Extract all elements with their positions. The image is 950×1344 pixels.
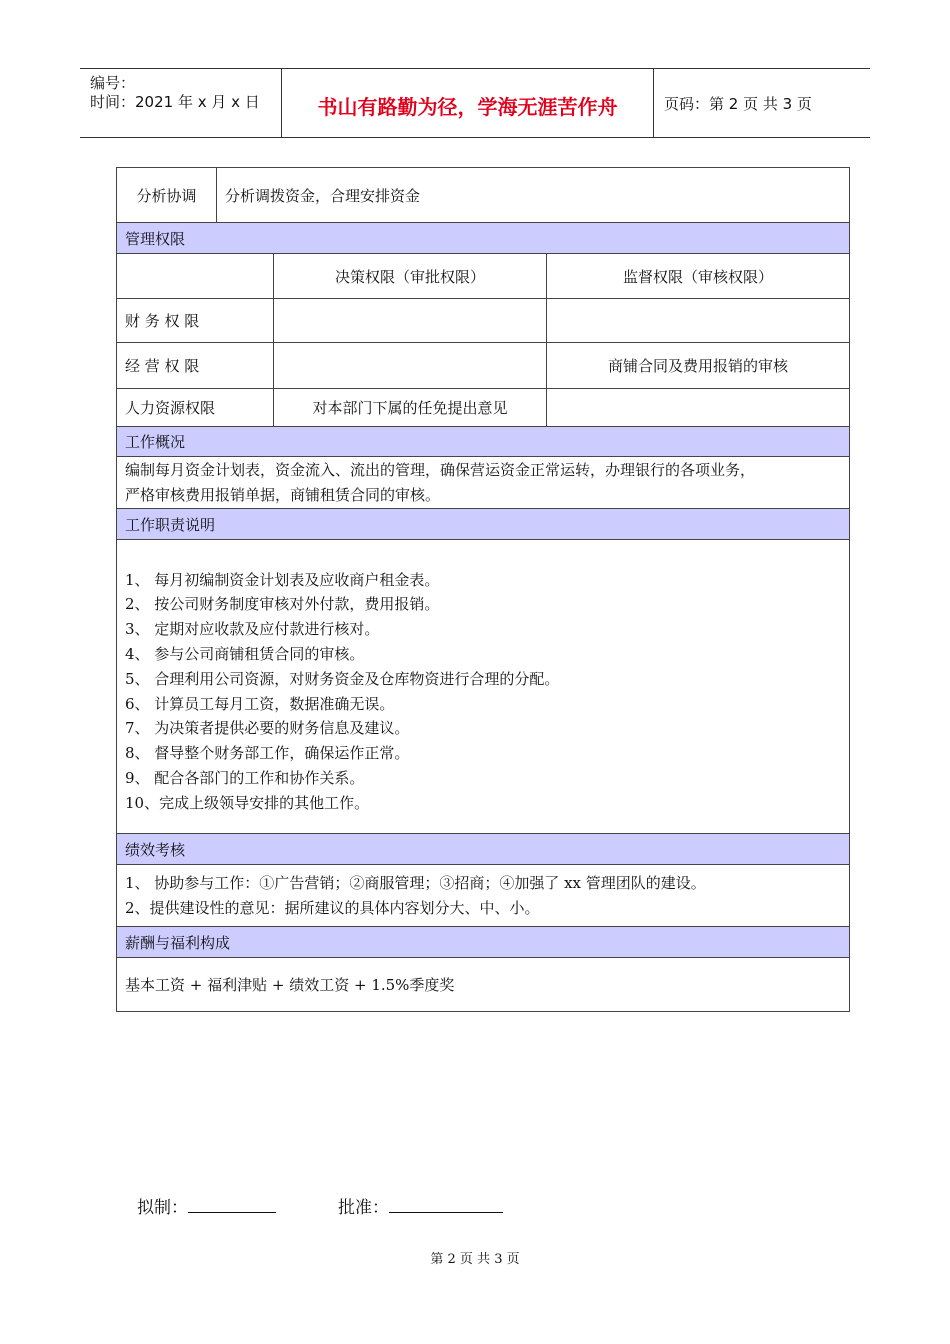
job-description-table	[116, 167, 850, 1012]
performance-body-row	[117, 865, 850, 927]
performance-item: 1、 协助参与工作：①广告营销；②商服管理；③招商；④加强了 xx 管理团队的建设。	[125, 873, 706, 892]
authority-row	[117, 299, 850, 343]
duty-item: 8、 督导整个财务部工作，确保运作正常。	[125, 744, 410, 763]
section-duties-title: 工作职责说明	[117, 509, 850, 540]
duty-item: 4、 参与公司商铺租赁合同的审核。	[125, 644, 365, 663]
authority-supervision-header: 监督权限（审核权限）	[547, 254, 850, 299]
duty-item: 5、 合理利用公司资源，对财务资金及仓库物资进行合理的分配。	[125, 669, 560, 688]
salary-value: 基本工资 + 福利津贴 + 绩效工资 + 1.5%季度奖	[117, 958, 850, 1012]
document-number-label: 编号：	[90, 74, 136, 92]
header-page-info: 页码：第 2 页 共 3 页	[664, 95, 812, 113]
authority-row-supervision: 商铺合同及费用报销的审核	[547, 343, 850, 389]
duties-body-row	[117, 540, 850, 834]
page-footer: 第 2 页 共 3 页	[430, 1252, 520, 1267]
analysis-row	[117, 168, 850, 223]
duty-item: 6、 计算员工每月工资，数据准确无误。	[125, 694, 395, 713]
header-info-cell	[80, 69, 282, 137]
approve-signature	[338, 1193, 503, 1218]
draft-signature	[137, 1193, 276, 1218]
header-motto: 书山有路勤为径，学海无涯苦作舟	[317, 95, 618, 119]
section-performance-row	[117, 834, 850, 865]
duty-item: 10、完成上级领导安排的其他工作。	[125, 793, 370, 812]
section-authority-title: 管理权限	[117, 223, 850, 254]
overview-line: 严格审核费用报销单据，商铺租赁合同的审核。	[125, 485, 441, 504]
overview-body-row	[117, 457, 850, 509]
authority-row	[117, 389, 850, 427]
header-motto-cell	[282, 69, 654, 137]
authority-header-row	[117, 254, 850, 299]
duty-item: 1、 每月初编制资金计划表及应收商户租金表。	[125, 570, 440, 589]
analysis-value: 分析调拨资金，合理安排资金	[217, 168, 850, 223]
section-overview-row	[117, 427, 850, 457]
duty-item: 2、 按公司财务制度审核对外付款，费用报销。	[125, 595, 440, 614]
section-salary-title: 薪酬与福利构成	[117, 927, 850, 958]
section-salary-row	[117, 927, 850, 958]
salary-body-row	[117, 958, 850, 1012]
draft-signature-line	[188, 1197, 276, 1213]
document-time-label: 时间：2021 年 x 月 x 日	[90, 93, 260, 111]
authority-row-decision	[274, 299, 547, 343]
page-header	[80, 68, 870, 138]
draft-label: 拟制：	[137, 1198, 188, 1218]
section-performance-title: 绩效考核	[117, 834, 850, 865]
approve-signature-line	[389, 1197, 503, 1213]
overview-body	[117, 457, 850, 509]
performance-body	[117, 865, 850, 927]
section-authority-row	[117, 223, 850, 254]
authority-row-label: 财 务 权 限	[117, 299, 274, 343]
approve-label: 批准：	[338, 1198, 389, 1218]
overview-line: 编制每月资金计划表，资金流入、流出的管理，确保营运资金正常运转，办理银行的各项业务，	[125, 460, 756, 479]
authority-row	[117, 343, 850, 389]
authority-row-label: 经 营 权 限	[117, 343, 274, 389]
analysis-label: 分析协调	[117, 168, 217, 223]
performance-item: 2、提供建设性的意见：据所建议的具体内容划分大、中、小。	[125, 898, 540, 917]
authority-row-supervision	[547, 389, 850, 427]
authority-row-label: 人力资源权限	[117, 389, 274, 427]
duty-item: 3、 定期对应收款及应付款进行核对。	[125, 620, 380, 639]
duty-item: 7、 为决策者提供必要的财务信息及建议。	[125, 719, 410, 738]
section-duties-row	[117, 509, 850, 540]
duties-list	[117, 540, 850, 834]
authority-row-decision	[274, 343, 547, 389]
authority-decision-header: 决策权限（审批权限）	[274, 254, 547, 299]
header-page-cell	[654, 69, 870, 137]
authority-row-supervision	[547, 299, 850, 343]
authority-corner-cell	[117, 254, 274, 299]
section-overview-title: 工作概况	[117, 427, 850, 457]
authority-row-decision: 对本部门下属的任免提出意见	[274, 389, 547, 427]
duty-item: 9、 配合各部门的工作和协作关系。	[125, 768, 365, 787]
